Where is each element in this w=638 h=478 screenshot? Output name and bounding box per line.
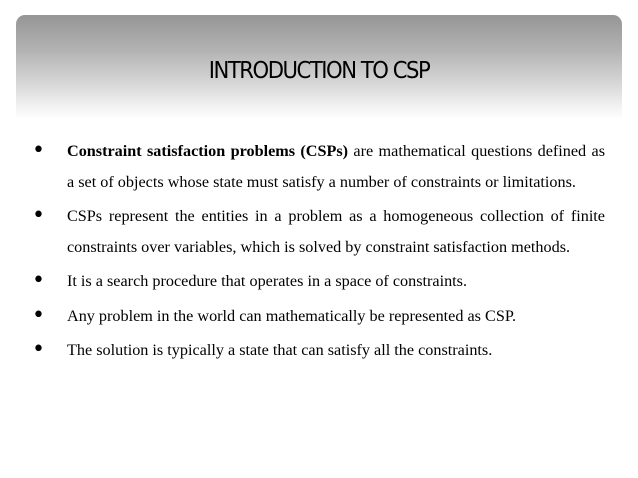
bullet-text: are mathematical questions defined as a set of objects whose state must satisfy a number of constraints or limitations. [67,142,605,191]
bullet-dot-icon: • [32,203,45,228]
slide-title: INTRODUCTION TO CSP [208,58,430,84]
bullet-text: It is a search procedure that operates in a space of constraints. [67,272,468,290]
bullet-dot-icon: • [32,337,45,362]
bullet-text: CSPs represent the entities in a problem as a homogeneous collection of finite constraints over variables, which is solved by constraint satisfaction methods. [67,207,605,256]
bullet-item [0,136,638,197]
bullet-item [0,201,638,262]
bullet-list [0,136,638,366]
bullet-dot-icon: • [32,268,45,293]
bullet-item [0,335,638,366]
bullet-item [0,266,638,297]
bullet-text: The solution is typically a state that can satisfy all the constraints. [67,341,493,359]
bullet-item [0,301,638,332]
bullet-dot-icon: • [32,138,45,163]
bullet-dot-icon: • [32,302,45,328]
bullet-text: Any problem in the world can mathematically be represented as CSP. [67,306,517,325]
bullet-bold-term: Constraint satisfaction problems (CSPs) [67,142,349,160]
